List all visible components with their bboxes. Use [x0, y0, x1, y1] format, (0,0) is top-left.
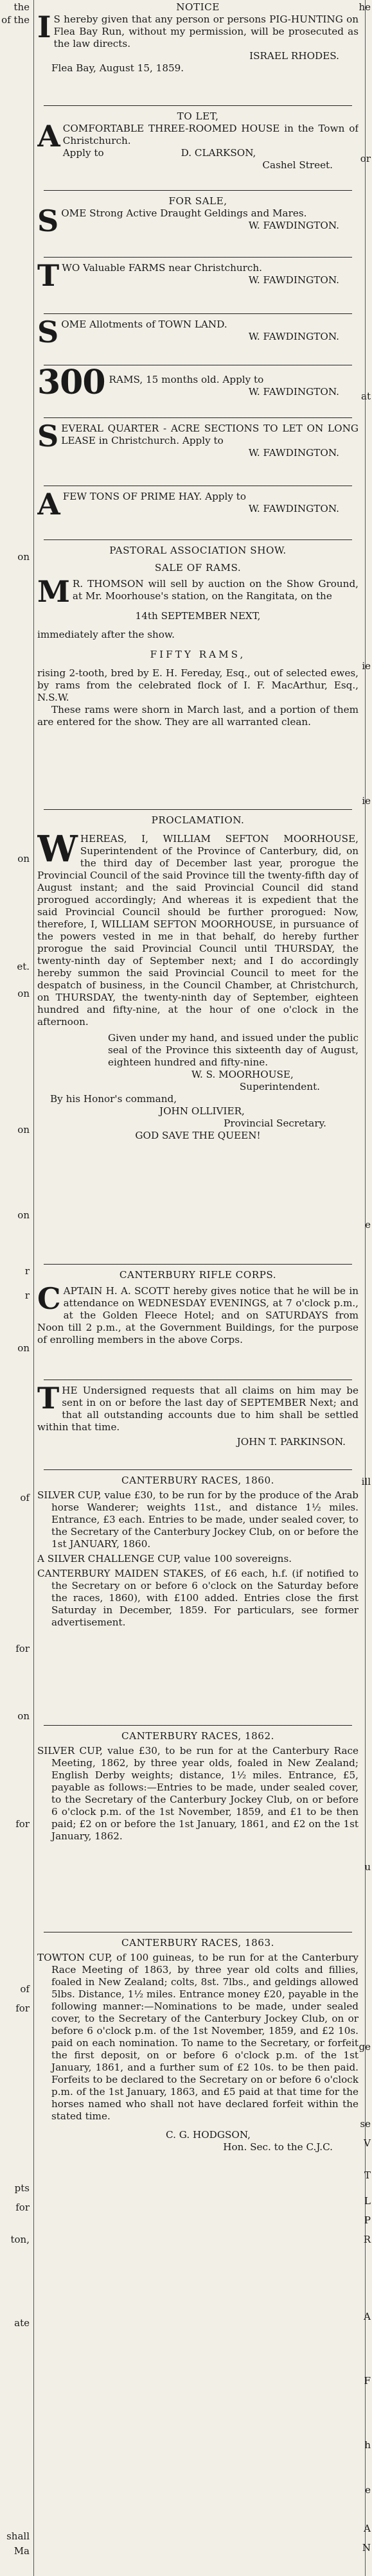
divider [44, 417, 352, 418]
gutter-word: for [15, 2002, 30, 2014]
gutter-word: pts [14, 2182, 30, 2194]
ad-heading: PROCLAMATION. [151, 814, 245, 826]
ad-allotments [37, 319, 359, 362]
ad-heading: FOR SALE, [168, 195, 227, 207]
gutter-word: on [17, 988, 30, 999]
gutter-word: ge [359, 2041, 371, 2053]
ad-rifle-corps [37, 1269, 359, 1377]
dropcap: S [37, 423, 59, 453]
gutter-word: ill [361, 1476, 371, 1487]
ad-races-1860 [37, 1475, 359, 1722]
ad-body: immediately after the show. [37, 629, 175, 640]
ad-heading: PASTORAL ASSOCIATION SHOW. [109, 545, 287, 556]
ad-body: rising 2-tooth, bred by E. H. Fereday, Esq., out of selected ewes, by rams from the celebrated flock of I. F. MacArthur, Esq., N.S.W. [37, 667, 359, 703]
divider [44, 1725, 352, 1726]
advertisement-column [37, 0, 359, 2576]
gutter-word: for [15, 1643, 30, 1654]
proclamation-command: By his Honor's command, [50, 1093, 177, 1105]
ad-subheading: SALE OF RAMS. [154, 562, 242, 574]
left-gutter-fragments [0, 0, 34, 2576]
gutter-word: ate [14, 2317, 30, 2329]
gutter-word: r [24, 1290, 30, 1301]
fifty-rams: FIFTY RAMS, [150, 649, 246, 660]
ad-signature-title: Hon. Sec. to the C.J.C. [223, 2141, 333, 2153]
proclamation-title: Superintendent. [239, 1081, 320, 1092]
ad-body: TOWTON CUP, of 100 guineas, to be run for at the Canterbury Race Meeting of 1863, by three year old colts and fillies, foaled in New Zealand; colts, 8st. 7lbs., and geldings allowed 5lbs. Distance, 1½ miles. Entrance money £20, payable in the following manner:—Nominations to be made, under sealed cover, to the Secretary of the Canterbury Jockey Club, on or before 6 o'clock p.m. of the 1st November, 1859, and £2 10s. paid on each nomination. To name to the Secretary, or forfeit the first deposit, on or before 6 o'clock p.m. of the 1st January, 1861, and a further sum of £2 10s. to be then paid. Forfeits to be declared to the Secretary on or before 6 o'clock p.m. of the 1st January, 1863, and £5 paid at that time for the horses named who shall not have declared forfeit within the stated time. [37, 1952, 359, 2122]
gutter-word: T [364, 2169, 371, 2181]
gutter-word: of [20, 1492, 30, 1503]
ad-body: EVERAL QUARTER - ACRE SECTIONS TO LET ON LONG LEASE in Christchurch. Apply to [61, 423, 359, 446]
gutter-word: P [364, 2214, 371, 2226]
notice-pig-hunting [37, 1, 359, 103]
ad-heading: CANTERBURY RIFLE CORPS. [119, 1269, 277, 1281]
ad-signature: W. FAWDINGTON. [248, 331, 339, 342]
proclamation-secretary: JOHN OLLIVIER, [159, 1105, 245, 1117]
gutter-word: N [362, 2542, 371, 2554]
proclamation-signature: W. S. MOORHOUSE, [191, 1069, 294, 1080]
gutter-word: r [24, 1265, 30, 1277]
ad-for-sale [37, 195, 359, 254]
ad-signature: W. FAWDINGTON. [248, 274, 339, 286]
dropcap: T [37, 262, 60, 293]
ad-signature: C. G. HODGSON, [166, 2129, 251, 2141]
divider [44, 539, 352, 540]
ad-heading: CANTERBURY RACES, 1863. [121, 1937, 274, 1949]
divider [44, 1264, 352, 1265]
right-gutter-fragments [359, 0, 372, 2576]
gutter-word: on [17, 551, 30, 563]
ad-body: OME Strong Active Draught Geldings and Mares. [61, 207, 307, 219]
gutter-word: for [15, 2202, 30, 2213]
ad-prime-hay [37, 491, 359, 537]
apply-label: Apply to [62, 147, 104, 159]
dropcap: M [37, 574, 70, 609]
ad-parkinson [37, 1385, 359, 1467]
gutter-word: on [17, 853, 30, 864]
gutter-word: se [360, 2118, 371, 2130]
gutter-word: on [17, 1209, 30, 1221]
gutter-word: F [364, 2375, 371, 2387]
proclamation-given: Given under my hand, and issued under the public seal of the Province this sixteenth day of August, eighteen hundred and fifty-nine. [108, 1032, 359, 1068]
gutter-word: he [359, 1, 371, 13]
gutter-word: ie [362, 795, 371, 807]
gutter-word: A [364, 2311, 371, 2322]
ad-address: Cashel Street. [262, 159, 333, 171]
gutter-word: of the [1, 14, 30, 26]
challenge-cup: A SILVER CHALLENGE CUP, value 100 sovereigns. [37, 1553, 292, 1564]
divider [44, 313, 352, 314]
gutter-word: on [17, 1710, 30, 1722]
ad-to-let [37, 110, 359, 188]
big-number: 300 [37, 369, 105, 402]
ad-body: RAMS, 15 months old. Apply to [109, 374, 264, 385]
gutter-word: u [364, 1861, 371, 1873]
ad-signature: JOHN T. PARKINSON. [236, 1436, 346, 1448]
gutter-word: of [20, 1983, 30, 1995]
ad-body: FEW TONS OF PRIME HAY. Apply to [62, 491, 247, 502]
ad-signature: W. FAWDINGTON. [248, 386, 339, 398]
ad-body: These rams were shorn in March last, and a portion of them are entered for the show. They are all warranted clean. [37, 704, 359, 728]
gutter-word: ie [362, 660, 371, 672]
gutter-word: for [15, 1818, 30, 1830]
dropcap: S [37, 319, 59, 349]
ad-body: R. THOMSON will sell by auction on the Show Ground, at Mr. Moorhouse's station, on the Rangitata, on the [72, 578, 359, 602]
ad-races-1862 [37, 1730, 359, 1929]
ad-body: SILVER CUP, value £30, to be run for at the Canterbury Race Meeting, 1862, by three year olds, foaled in New Zealand; English Derby weights; distance, 1½ miles. Entrance, £5, payable as follows:—Entries to be made, under sealed cover, to the Secretary of the Canterbury Jockey Club, on or before 6 o'clock p.m. of the 1st November, 1859, and £1 to be then paid; £2 on or before the 1st January, 1861, and £2 on the 1st January, 1862. [37, 1745, 359, 1842]
dropcap: C [37, 1281, 61, 1316]
gutter-word: et. [17, 961, 30, 972]
gutter-word: A [364, 2523, 371, 2534]
gutter-word: on [17, 1342, 30, 1354]
dropcap: S [37, 204, 59, 238]
ad-quarter-acre [37, 423, 359, 483]
ad-heading: CANTERBURY RACES, 1860. [121, 1475, 274, 1486]
god-save-the-queen: GOD SAVE THE QUEEN! [135, 1130, 261, 1141]
ad-pastoral-show [37, 545, 359, 807]
ad-heading: CANTERBURY RACES, 1862. [121, 1730, 274, 1742]
silver-cup: SILVER CUP, value £30, to be run for by the produce of the Arab horse Wanderer; weights 11st., and distance 1½ miles. Entrance, £3 each. Entries to be made, under sealed cover, to the Secretary of the Canterbury Jockey Club, on or before the 1st JANUARY, 1860. [37, 1489, 359, 1550]
gutter-word: e [365, 2484, 371, 2496]
ad-proclamation [37, 814, 359, 1261]
proclamation-secretary-title: Provincial Secretary. [224, 1117, 326, 1129]
ad-heading: TO LET, [177, 110, 219, 122]
gutter-word: at [361, 390, 371, 402]
ad-body: COMFORTABLE THREE-ROOMED HOUSE in the Town of Christchurch. [62, 123, 359, 146]
ad-body: WO Valuable FARMS near Christchurch. [62, 262, 263, 274]
ad-body: HE Undersigned requests that all claims on him may be sent in on or before the last day of SEPTEMBER Next; and that all outstanding accounts due to him shall be settled within that time. [37, 1385, 359, 1433]
notice-dateline: Flea Bay, August 15, 1859. [51, 62, 184, 74]
divider [44, 809, 352, 810]
ad-races-1863 [37, 1937, 359, 2566]
dropcap: W [37, 828, 78, 870]
ad-signature: W. FAWDINGTON. [248, 503, 339, 514]
gutter-word: h [364, 2439, 371, 2451]
notice-heading: NOTICE [176, 1, 220, 13]
gutter-word: L [364, 2195, 371, 2207]
ad-signature: W. FAWDINGTON. [248, 447, 339, 459]
notice-body: S hereby given that any person or persons PIG-HUNTING on Flea Bay Run, without my permission, will be prosecuted as the law directs. [53, 13, 359, 49]
gutter-word: R [363, 2234, 371, 2245]
divider [44, 105, 352, 106]
gutter-word: V [364, 2137, 371, 2149]
divider [44, 257, 352, 258]
gutter-word: Ma [13, 2545, 30, 2557]
proclamation-body: HEREAS, I, WILLIAM SEFTON MOORHOUSE, Superintendent of the Province of Canterbury, did, on the third day of December last year, prorogue the Provincial Council of the said Province till the twenty-fifth day of August instant; and the said Provincial Council did stand prorogued accordingly; And whereas it is expedient that the said Provincial Council should be further prorogued: Now, therefore, I, WILLIAM SEFTON MOORHOUSE, in pursuance of the powers vested in me in that behalf, do hereby further prorogue the said Provincial Council until THURSDAY, the twenty-ninth day of September next; and I do accordingly hereby summon the said Provincial Council to meet for the despatch of business, in the Council Chamber, at Christchurch, on THURSDAY, the twenty-ninth day of September, eighteen hundred and fifty-nine, at the hour of one o'clock in the afternoon. [37, 833, 359, 1028]
dropcap: I [37, 10, 51, 44]
divider [44, 1469, 352, 1470]
dropcap: T [37, 1385, 60, 1415]
dropcap: A [37, 119, 60, 153]
maiden-stakes: CANTERBURY MAIDEN STAKES, of £6 each, h.f. (if notified to the Secretary on or before 6 o'clock on the Saturday before the races, 1860), with £100 added. Entries close the first Saturday in December, 1859. For particulars, see former advertisement. [37, 1568, 359, 1628]
gutter-word: or [360, 153, 371, 164]
ad-300-rams [37, 369, 359, 415]
gutter-word: the [13, 1, 30, 13]
notice-signature: ISRAEL RHODES. [249, 50, 339, 62]
ad-body: OME Allotments of TOWN LAND. [61, 319, 227, 330]
gutter-word: shall [6, 2530, 30, 2542]
ad-farms [37, 262, 359, 311]
dropcap: A [37, 491, 60, 521]
ad-signature: W. FAWDINGTON. [248, 220, 339, 231]
gutter-word: e [365, 1219, 371, 1231]
gutter-word: on [17, 1124, 30, 1135]
gutter-word: ton, [10, 2234, 30, 2245]
ad-body: APTAIN H. A. SCOTT hereby gives notice that he will be in attendance on WEDNESDAY EVENINGS, at 7 o'clock p.m., at the Golden Fleece Hotel; and on SATURDAYS from Noon till 2 p.m., at the Government Buildings, for the purpose of enrolling members in the above Corps. [37, 1285, 359, 1345]
ad-name: D. CLARKSON, [181, 147, 256, 159]
sale-date: 14th SEPTEMBER NEXT, [135, 610, 261, 622]
divider [44, 190, 352, 191]
